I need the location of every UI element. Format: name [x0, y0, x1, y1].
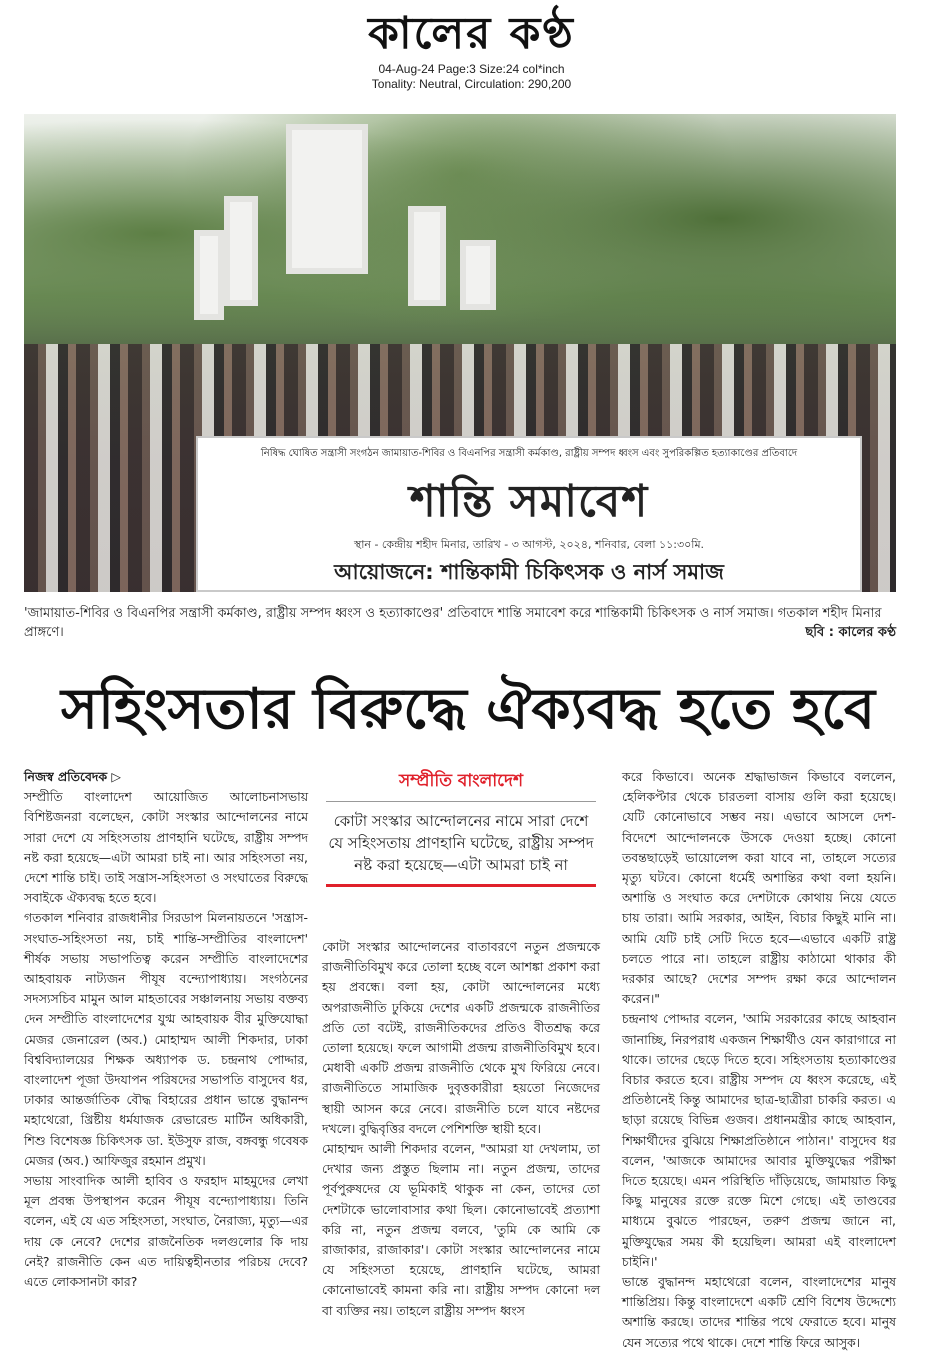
shaheed-minar-pillar [408, 206, 446, 306]
section-kicker: সম্প্রীতি বাংলাদেশ [398, 771, 523, 791]
caption-text: 'জামায়াত-শিবির ও বিএনপির সন্ত্রাসী কর্মকাণ্ড, রাষ্ট্রীয় সম্পদ ধ্বংস ও হত্যাকাণ্ডের' প্রতিবাদে শান্তি সমাবেশ করে শান্তিকামী চিকিৎসক ও নার্স সমাজ। গতকাল শহীদ মিনার প্রাঙ্গণে। [24, 606, 882, 640]
shaheed-minar-pillar [194, 230, 224, 320]
article-column-2 [322, 937, 600, 1321]
banner-title: শান্তি সমাবেশ [409, 476, 649, 527]
red-divider [326, 884, 596, 887]
paragraph: মোহাম্মদ আলী শিকদার বলেন, "আমরা যা দেখলাম, তা দেখার জন্য প্রস্তুত ছিলাম না। নতুন প্রজন্ম, তাদের পূর্বপুরুষদের যে ভূমিকাই থাকুক না কেন, তাদের তো দেশটাকে ভালোবাসার কথা ছিল। কোনোভাবেই প্রত্যাশা করি না, নতুন প্রজন্ম বলবে, 'তুমি কে আমি কে রাজাকার, রাজাকার'। কোটা সংস্কার আন্দোলনের নামে যে সহিংসতা হয়েছে, প্রাণহানি ঘটেছে, আমরা কোনোভাবেই কামনা করি না। রাষ্ট্রীয় সম্পদ কোনো দল বা ব্যক্তির নয়। তাহলে রাষ্ট্রীয় সম্পদ ধ্বংস [322, 1141, 600, 1318]
banner-venue: স্থান - কেন্দ্রীয় শহীদ মিনার, তারিখ - ৩ আগস্ট, ২০২৪, শনিবার, বেলা ১১:৩০মি. [353, 538, 705, 551]
paragraph: সম্প্রীতি বাংলাদেশ আয়োজিত আলোচনাসভায় বিশিষ্টজনরা বলেছেন, কোটা সংস্কার আন্দোলনের নামে সারা দেশে যে সহিংসতায় প্রাণহানি ঘটেছে, রাষ্ট্রীয় সম্পদ নষ্ট করা হয়েছে—এটা আমরা চাই না। আর সহিংসতা নয়, দেশে শান্তি চাই। তাই সন্ত্রাস-সহিংসতা ও সংঘাতের বিরুদ্ধে সবাইকে ঐক্যবদ্ধ হতে হবে। [24, 789, 309, 906]
news-photo [24, 114, 896, 592]
banner-organizer: আয়োজনে: শান্তিকামী চিকিৎসক ও নার্স সমাজ [334, 560, 724, 584]
article-headline: সহিংসতার বিরুদ্ধে ঐক্যবদ্ধ হতে হবে [61, 677, 875, 742]
shaheed-minar-pillar [286, 124, 368, 274]
paragraph: ভান্তে বুদ্ধানন্দ মহাথেরো বলেন, বাংলাদেশের মানুষ শান্তিপ্রিয়। কিন্তু বাংলাদেশে একটি শ্রেণি বিশেষ উদ্দেশ্যে অশান্তি করছে। তাদের শান্তির পথে ফেরাতে হবে। মানুষ যেন সত্যের পথে থাকে। দেশে শান্তি ফিরে আসুক। [622, 1274, 896, 1350]
paragraph: সভায় সাংবাদিক আলী হাবিব ও ফরহাদ মাহমুদের লেখা মূল প্রবন্ধ উপস্থাপন করেন পীযূষ বন্দ্যোপাধ্যায়। তিনি বলেন, এই যে এত সহিংসতা, সংঘাত, নৈরাজ্য, মৃত্যু—এর দায় কে নেবে? দেশের রাজনৈতিক দলগুলোর কি দায় নেই? রাজনীতি কেন এত দায়িত্বহীনতার পরিচয় দেবে? এতে লোকসানটা কার? [24, 1173, 308, 1290]
article-sidebar-box [322, 767, 600, 887]
pull-quote: কোটা সংস্কার আন্দোলনের নামে সারা দেশে যে সহিংসতায় প্রাণহানি ঘটেছে, রাষ্ট্রীয় সম্পদ নষ্ট করা হয়েছে—এটা আমরা চাই না [328, 812, 594, 874]
photo-caption [24, 604, 896, 642]
shaheed-minar-pillar [224, 196, 258, 306]
clipping-meta-line2: Tonality: Neutral, Circulation: 290,200 [371, 77, 572, 91]
paragraph: গতকাল শনিবার রাজধানীর সিরডাপ মিলনায়তনে 'সন্ত্রাস-সংঘাত-সহিংসতা নয়, চাই শান্তি-সম্প্রীতির বাংলাদেশ' শীর্ষক সভায় সভাপতিত্ব করেন সম্প্রীতি বাংলাদেশের আহবায়ক নাট্যজন পীযূষ বন্দ্যোপাধ্যায়। সংগঠনের সদস্যসচিব মামুন আল মাহতাবের সঞ্চালনায় সভায় বক্তব্য দেন সম্প্রীতি বাংলাদেশের যুগ্ম আহবায়ক বীর মুক্তিযোদ্ধা মেজর জেনারেল (অব.) মোহাম্মদ আলী শিকদার, ঢাকা বিশ্ববিদ্যালয়ের শিক্ষক অধ্যাপক ড. চন্দ্রনাথ পোদ্দার, বাংলাদেশ পূজা উদযাপন পরিষদের সভাপতি বাসুদেব ধর, ঢাকার আন্তর্জাতিক বৌদ্ধ বিহারের প্রধান ভান্তে বুদ্ধানন্দ মহাথেরো, খ্রিষ্টীয় ধর্মযাজক রেভারেন্ড মার্টিন অধিকারী, শিশু বিশেষজ্ঞ চিকিৎসক ডা. ইউসুফ রাজ, বঙ্গবন্ধু গবেষক মেজর (অব.) আফিজুর রহমান প্রমুখ। [24, 910, 308, 1168]
clipping-meta-line1: 04-Aug-24 Page:3 Size:24 col*inch [378, 62, 565, 76]
paragraph: করে কিভাবে। অনেক শ্রদ্ধাভাজন কিভাবে বললেন, হেলিকপ্টার থেকে চারতলা বাসায় গুলি করা হয়েছে। যেটি কোনোভাবে সম্ভব নয়। এভাবে আসলে দেশ-বিদেশে আন্দোলনকে উসকে দেওয়া হচ্ছে। কোনো তবন্তছাড়েই ভায়োলেন্স করা যাবে না, তাহলে সত্যের মৃত্যু ঘটবে। কোনো ধর্মেই অশান্তির কথা বলা হয়নি। অশান্তি ও সংঘাত করে দেশটাকে কোথায় নিয়ে যেতে চায় তারা। আমি সরকার, আইন, বিচার কিছুই মানি না। আমি যেটি চাই সেটি দিতে হবে—এভাবে একটি রাষ্ট্র চলতে পারে না। তাহলে রাষ্ট্রীয় কাঠামো থাকার কী দরকার আছে? দেশের সম্পদ রক্ষা করে আন্দোলন করেন।" [622, 769, 896, 1007]
banner-top-text: নিষিদ্ধ ঘোষিত সন্ত্রাসী সংগঠন জামায়াত-শিবির ও বিএনপির সন্ত্রাসী কর্মকাণ্ড, রাষ্ট্রীয় সম্পদ ধ্বংস এবং সুপরিকল্পিত হত্যাকাণ্ডের প্রতিবাদে [260, 448, 798, 459]
protest-banner [196, 436, 862, 592]
photo-credit: ছবি : কালের কণ্ঠ [805, 625, 896, 640]
newspaper-logo: কালের কণ্ঠ [368, 8, 575, 59]
paragraph: কোটা সংস্কার আন্দোলনের বাতাবরণে নতুন প্রজন্মকে রাজনীতিবিমুখ করে তোলা হচ্ছে বলে আশঙ্কা প্রকাশ করা হয় প্রবন্ধে। বলা হয়, কোটা আন্দোলনের মধ্যে অপরাজনীতি ঢুকিয়ে দেশের একটি প্রজন্মকে রাজনীতির প্রতি তো বটেই, রাজনীতিকদের প্রতিও বীতশ্রদ্ধ করে তোলা হয়েছে। ফলে আগামী প্রজন্ম রাজনীতিবিমুখ হবে। মেধাবী একটি প্রজন্ম রাজনীতি থেকে মুখ ফিরিয়ে নেবে। রাজনীতিতে সামাজিক দুবৃত্তকারীরা হয়তো নিজেদের স্থায়ী আসন করে নেবে। রাজনীতি চলে যাবে নষ্টদের দখলে। বুদ্ধিবৃত্তির বদলে পেশিশক্তি স্থায়ী হবে। [322, 939, 600, 1136]
paragraph: চন্দ্রনাথ পোদ্দার বলেন, 'আমি সরকারের কাছে আহবান জানাচ্ছি, নিরপরাধ একজন শিক্ষার্থীও যেন কারাগারে না থাকে। তাদের ছেড়ে দিতে হবে। সহিংসতায় হত্যাকাণ্ডের বিচার করতে হবে। রাষ্ট্রীয় সম্পদ যে ধ্বংস করেছে, এই প্রতিষ্ঠানেই কিন্তু আমাদের ছাত্র-ছাত্রীরা চাকরি করত। এ ছাড়া রয়েছে বিভিন্ন গুজব। প্রধানমন্ত্রীর কাছে আহবান, শিক্ষার্থীদের বুঝিয়ে শিক্ষাপ্রতিষ্ঠানে পাঠান।' বাসুদেব ধর বলেন, 'আজকে আমাদের আবার মুক্তিযুদ্ধের পরীক্ষা দিতে হয়েছে। এমন পরিস্থিতি দাঁড়িয়েছে, জামায়াত কিছু কিছু মানুষের রক্তে রক্তে মিশে গেছে। এই তাণ্ডবের মাধ্যমে বুঝতে পারছেন, তরুণ প্রজন্ম জানে না, মুক্তিযুদ্ধের সময় কী হয়েছিল। আমরা এই বাংলাদেশ চাইনি।' [622, 1011, 896, 1269]
shaheed-minar-pillar [460, 240, 496, 310]
article-column-1 [24, 767, 308, 1292]
byline: নিজস্ব প্রতিবেদক ▷ [24, 769, 121, 784]
article-column-3 [622, 767, 896, 1353]
